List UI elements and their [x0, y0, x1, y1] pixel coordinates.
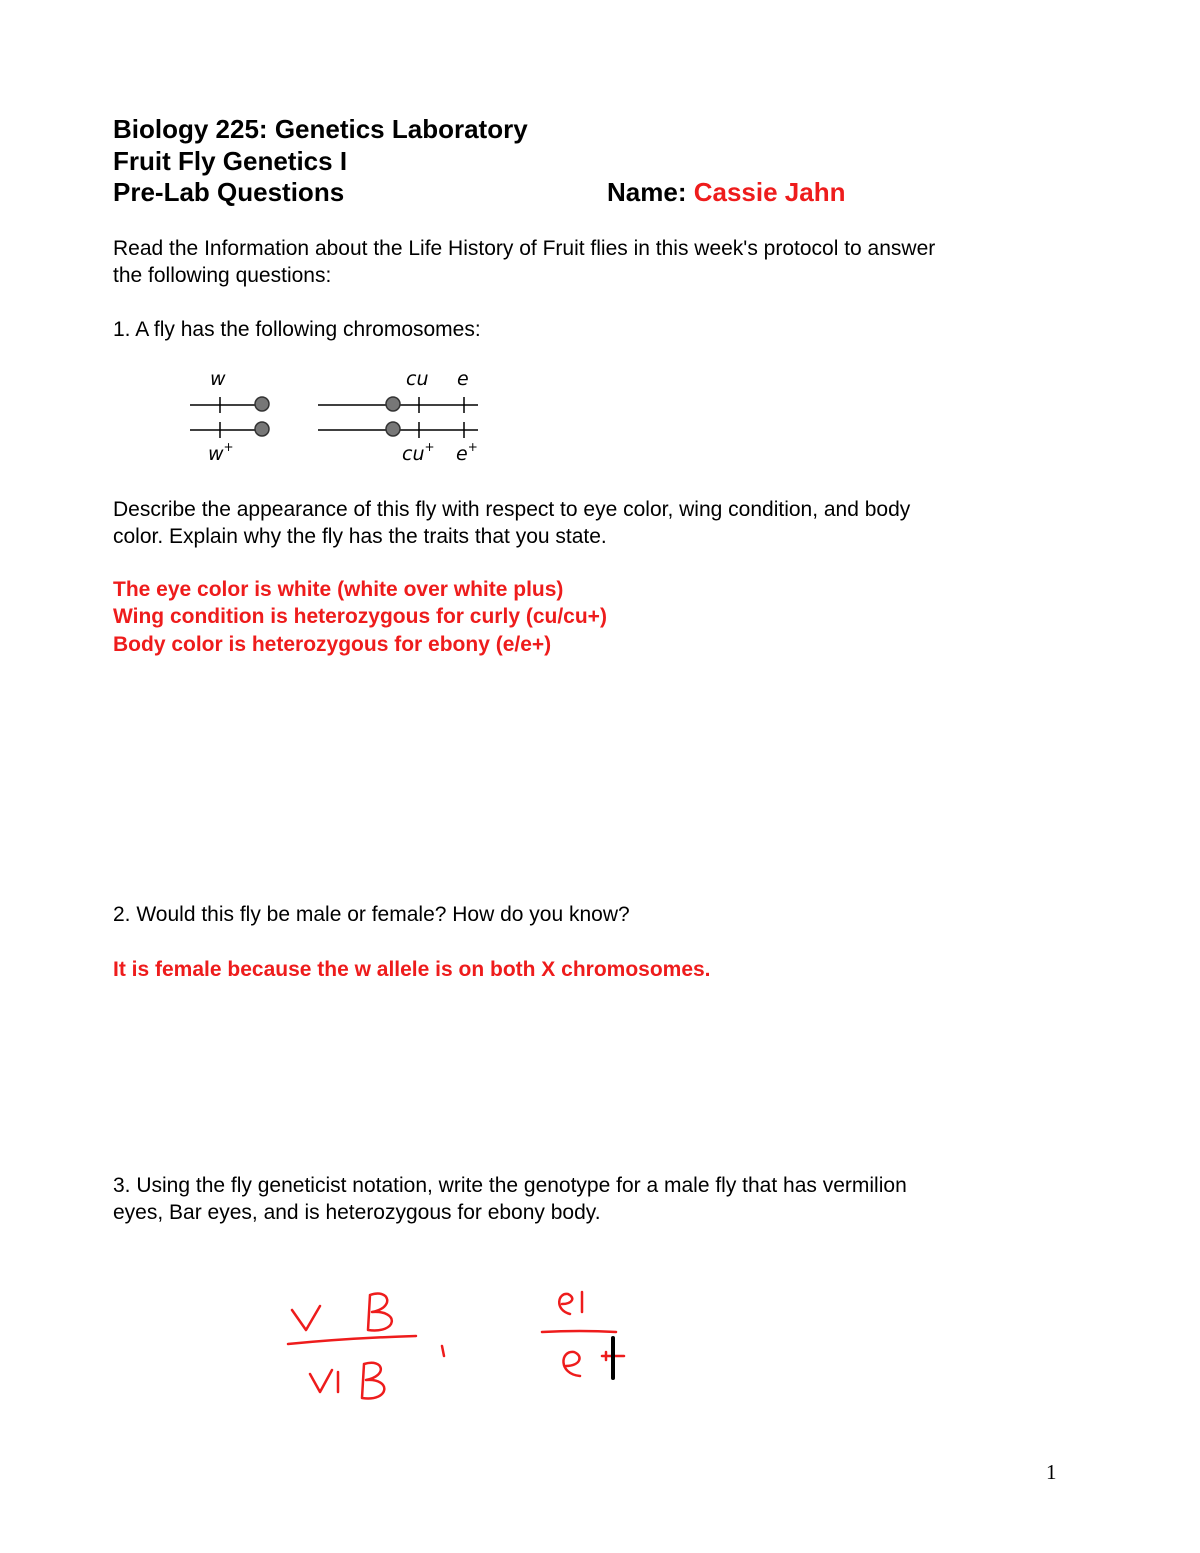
allele-label-cu-plus: cu+ — [402, 440, 435, 465]
ink-stroke — [288, 1336, 416, 1344]
ink-stroke — [362, 1363, 384, 1399]
question-1-describe-line-1: Describe the appearance of this fly with respect to eye color, wing condition, and body — [113, 498, 911, 521]
intro-line-1: Read the Information about the Life History of Fruit flies in this week's protocol to answer — [113, 237, 936, 260]
answer-1-line-3: Body color is heterozygous for ebony (e/e+) — [113, 633, 552, 656]
centromere — [386, 422, 400, 436]
doc-title: Biology 225: Genetics Laboratory — [113, 114, 528, 144]
ink-stroke — [368, 1294, 392, 1331]
student-name: Cassie Jahn — [693, 177, 846, 207]
allele-label-e: e — [457, 368, 469, 390]
question-3-prompt-line-2: eyes, Bar eyes, and is heterozygous for ebony body. — [113, 1201, 601, 1224]
allele-label-w-plus: w+ — [208, 440, 234, 465]
centromere — [255, 397, 269, 411]
centromere — [255, 422, 269, 436]
answer-1-line-1: The eye color is white (white over white plus) — [113, 578, 564, 601]
question-3-prompt-line-1: 3. Using the fly geneticist notation, write the genotype for a male fly that has vermilion — [113, 1174, 907, 1197]
ink-stroke — [559, 1292, 582, 1314]
name-field — [607, 177, 845, 208]
answer-1-line-2: Wing condition is heterozygous for curly (cu/cu+) — [113, 605, 607, 628]
allele-label-e-plus: e+ — [456, 440, 478, 465]
chromosome-diagram — [180, 360, 500, 470]
name-label: Name: — [607, 177, 687, 207]
allele-label-cu: cu — [406, 368, 429, 390]
section-title: Pre-Lab Questions — [113, 177, 345, 207]
doc-subtitle: Fruit Fly Genetics I — [113, 146, 348, 176]
question-2-prompt: 2. Would this fly be male or female? How do you know? — [113, 903, 630, 926]
question-1-describe-line-2: color. Explain why the fly has the traits that you state. — [113, 525, 607, 548]
intro-line-2: the following questions: — [113, 264, 332, 287]
allele-label-w: w — [210, 368, 226, 390]
ink-stroke — [292, 1306, 320, 1330]
centromere — [386, 397, 400, 411]
question-1-prompt: 1. A fly has the following chromosomes: — [113, 318, 481, 341]
page-number: 1 — [1046, 1460, 1057, 1484]
handwritten-genotype-sketch — [280, 1280, 660, 1420]
ink-stroke — [442, 1346, 444, 1356]
ink-stroke — [310, 1370, 338, 1392]
ink-stroke — [542, 1331, 616, 1332]
answer-2: It is female because the w allele is on both X chromosomes. — [113, 958, 711, 981]
